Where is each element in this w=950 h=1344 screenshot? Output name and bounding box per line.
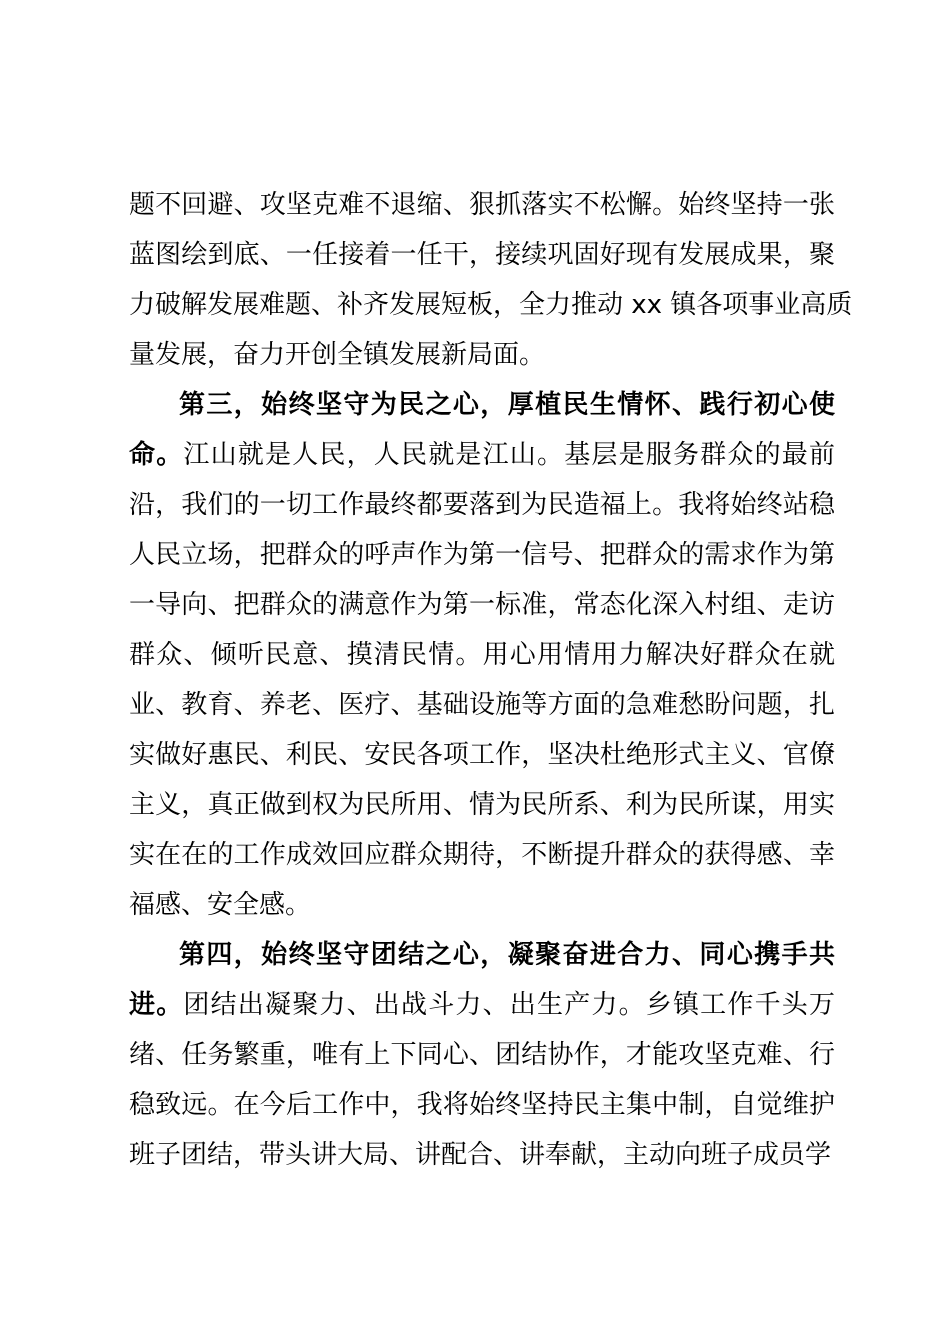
text-segment: 绪、任务繁重，唯有上下同心、团结协作，才能攻坚克难、行 [129, 1040, 835, 1070]
bold-text-segment: 第三，始终坚守为民之心，厚植民生情怀、践行初心使 [179, 390, 835, 420]
text-segment: 人民立场，把群众的呼声作为第一信号、把群众的需求作为第 [129, 540, 835, 570]
text-line [129, 230, 835, 280]
paragraph [129, 380, 835, 930]
text-segment: 业、教育、养老、医疗、基础设施等方面的急难愁盼问题，扎 [129, 690, 835, 720]
text-segment: 团结出凝聚力、出战斗力、出生产力。乡镇工作千头万 [183, 990, 835, 1020]
paragraph [129, 180, 853, 380]
text-segment: 实在在的工作成效回应群众期待，不断提升群众的获得感、幸 [129, 840, 835, 870]
text-segment: 量发展，奋力开创全镇发展新局面。 [129, 340, 546, 370]
text-segment: 一导向、把群众的满意作为第一标准，常态化深入村组、走访 [129, 590, 835, 620]
text-line [129, 830, 835, 880]
text-line [129, 730, 835, 780]
document-body [129, 180, 853, 1180]
bold-text-segment: 进。 [129, 990, 184, 1020]
text-line [129, 1030, 835, 1080]
text-segment: 稳致远。在今后工作中，我将始终坚持民主集中制，自觉维护 [129, 1090, 835, 1120]
bold-text-segment: 命。 [129, 440, 184, 470]
text-line [129, 1080, 835, 1130]
text-segment: 福感、安全感。 [129, 890, 312, 920]
text-line [129, 1130, 835, 1180]
text-line [129, 930, 835, 980]
text-segment: 沿，我们的一切工作最终都要落到为民造福上。我将始终站稳 [129, 490, 835, 520]
text-line [129, 680, 835, 730]
text-line [129, 880, 835, 930]
text-segment: 蓝图绘到底、一任接着一任干，接续巩固好现有发展成果，聚 [129, 240, 835, 270]
text-line [129, 180, 835, 230]
text-line [129, 430, 835, 480]
text-line [129, 280, 853, 330]
text-line [129, 980, 835, 1030]
text-segment: 实做好惠民、利民、安民各项工作，坚决杜绝形式主义、官僚 [129, 740, 835, 770]
text-line [129, 630, 835, 680]
text-line [129, 480, 835, 530]
text-segment: 班子团结，带头讲大局、讲配合、讲奉献，主动向班子成员学 [129, 1140, 832, 1170]
text-line [129, 330, 835, 380]
paragraph [129, 930, 835, 1180]
text-line [129, 780, 835, 830]
text-segment: 力破解发展难题、补齐发展短板，全力推动 xx 镇各项事业高质 [129, 290, 853, 320]
text-segment: 题不回避、攻坚克难不退缩、狠抓落实不松懈。始终坚持一张 [129, 190, 835, 220]
text-segment: 群众、倾听民意、摸清民情。用心用情用力解决好群众在就 [129, 640, 835, 670]
text-segment: 主义，真正做到权为民所用、情为民所系、利为民所谋，用实 [129, 790, 835, 820]
text-segment: 江山就是人民，人民就是江山。基层是服务群众的最前 [183, 440, 835, 470]
text-line [129, 580, 835, 630]
text-line [129, 530, 835, 580]
bold-text-segment: 第四，始终坚守团结之心，凝聚奋进合力、同心携手共 [179, 940, 835, 970]
text-line [129, 380, 835, 430]
